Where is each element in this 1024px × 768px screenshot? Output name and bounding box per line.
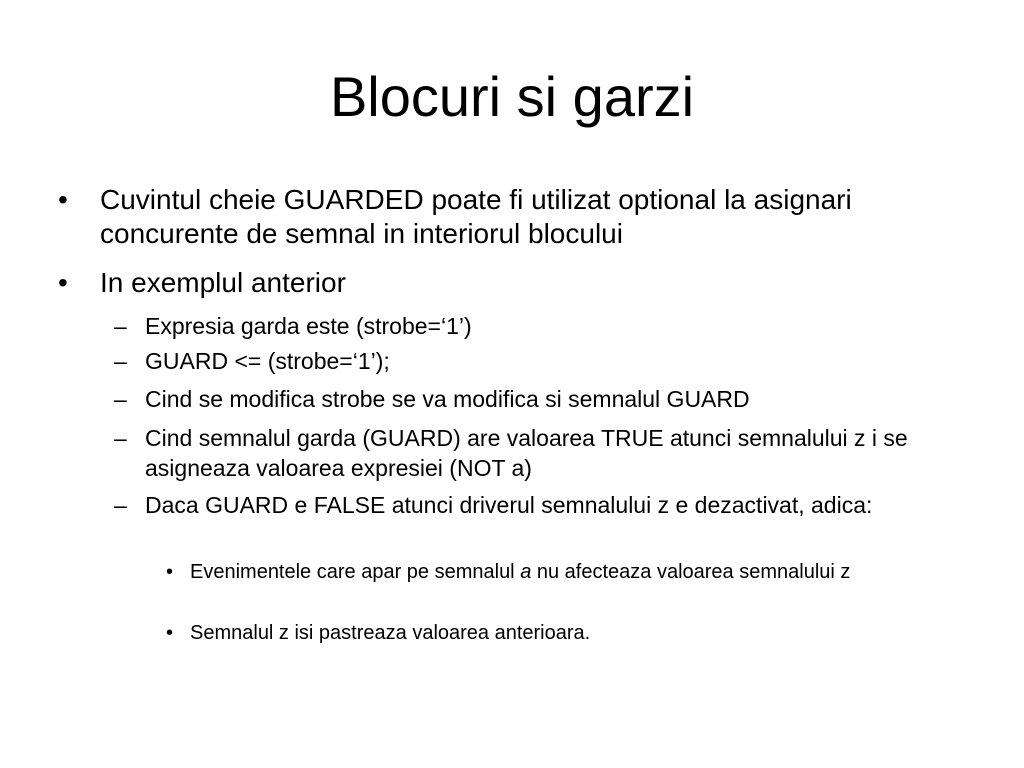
- sub-item-guard-true: Cind semnalul garda (GUARD) are valoarea TRUE atunci semnalului z i se asigneaza valoarea expresiei (NOT a): [145, 425, 908, 481]
- sub-sub-item-keeps-value: Semnalul z isi pastreaza valoarea anterioara.: [190, 622, 591, 644]
- slide-title: Blocuri si garzi: [329, 65, 695, 128]
- item-text-before: Evenimentele care apar pe semnalul: [190, 561, 521, 583]
- sub-item-guard-assignment: GUARD <= (strobe=‘1’);: [145, 348, 390, 374]
- dash-marker: –: [114, 348, 127, 374]
- sub-item-strobe-change: Cind se modifica strobe se va modifica si semnalul GUARD: [145, 386, 750, 412]
- dash-marker: –: [114, 425, 127, 451]
- item-text-after: nu afecteaza valoarea semnalului z: [531, 561, 851, 583]
- dash-marker: –: [114, 386, 127, 412]
- bullet-marker: •: [58, 184, 68, 215]
- item-text-italic-signal: a: [520, 561, 532, 583]
- bullet-item-previous-example: In exemplul anterior: [100, 267, 346, 298]
- sub-item-guard-expression: Expresia garda este (strobe=‘1’): [145, 313, 472, 339]
- bullet-item-guarded-keyword: Cuvintul cheie GUARDED poate fi utilizat optional la asignari concurente de semnal in interiorul blocului: [100, 184, 852, 249]
- sub-sub-item-events-no-effect: [190, 559, 950, 585]
- dash-marker: –: [114, 492, 127, 518]
- sub-item-guard-false: Daca GUARD e FALSE atunci driverul semnalului z e dezactivat, adica:: [145, 492, 873, 518]
- bullet-marker: •: [166, 622, 174, 644]
- bullet-marker: •: [58, 267, 68, 298]
- dash-marker: –: [114, 313, 127, 339]
- bullet-marker: •: [166, 561, 174, 583]
